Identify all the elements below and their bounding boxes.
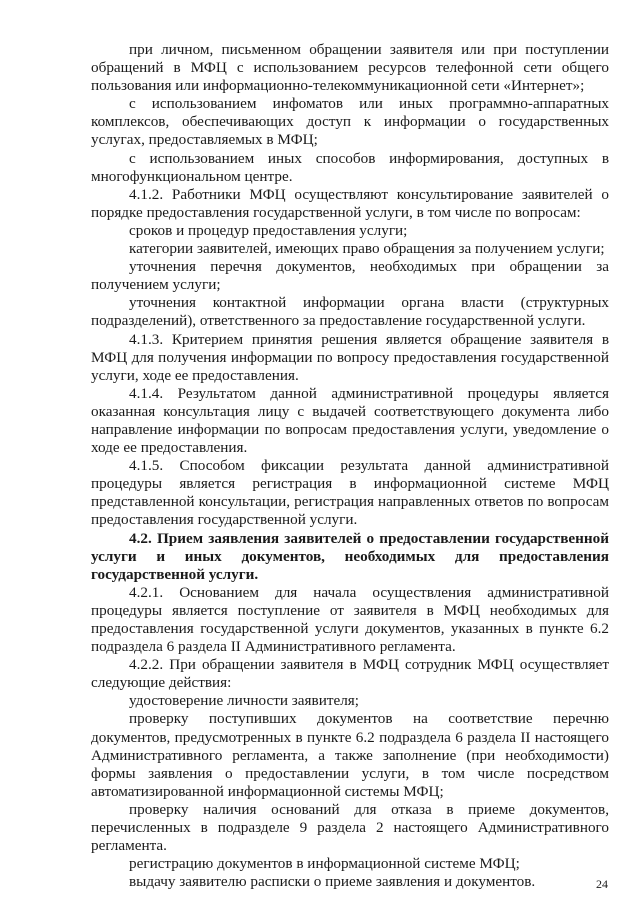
paragraph-4-1-3: 4.1.3. Критерием принятия решения является обращение заявителя в МФЦ для получения информации по вопросу предоставления государственной услуги, ходе ее предоставления. (91, 330, 609, 384)
paragraph-receipt: выдачу заявителю расписки о приеме заявления и документов. (129, 873, 536, 891)
paragraph-request-channels: при личном, письменном обращении заявителя или при поступлении обращений в МФЦ с использованием ресурсов телефонной сети общего пользования или информационно-телекоммуникационной сети «Интернет»; (91, 41, 609, 95)
section-heading-4-2: 4.2. Прием заявления заявителей о предоставлении государственной услуги и иных документов, необходимых для предоставления государственной услуги. (91, 529, 609, 583)
paragraph-contact-info: уточнения контактной информации органа власти (структурных подразделений), ответственного за предоставление государственной услуги. (91, 294, 609, 330)
paragraph-4-2-1: 4.2.1. Основанием для начала осуществления административной процедуры является поступление от заявителя в МФЦ необходимых для предоставления государственной услуги документов, указанных в пункте 6.2 подраздела 6 раздела II Административного регламента. (91, 583, 609, 656)
paragraph-4-2-2: 4.2.2. При обращении заявителя в МФЦ сотрудник МФЦ осуществляет следующие действия: (91, 656, 609, 692)
paragraph-4-1-2: 4.1.2. Работники МФЦ осуществляют консультирование заявителей о порядке предоставления государственной услуги, в том числе по вопросам: (91, 185, 609, 221)
paragraph-document-check: проверку поступивших документов на соответствие перечню документов, предусмотренных в пункте 6.2 подраздела 6 раздела II настоящего Административного регламента, а также заполнение (при необходимости) формы заявления о предоставлении услуги, в том числе посредством автоматизированной информационной системы МФЦ; (91, 710, 609, 800)
paragraph-other-methods: с использованием иных способов информирования, доступных в многофункциональном центре. (91, 149, 609, 185)
paragraph-infomats: с использованием инфоматов или иных программно-аппаратных комплексов, обеспечивающих доступ к информации о государственных услугах, предоставляемых в МФЦ; (91, 95, 609, 149)
paragraph-document-list: уточнения перечня документов, необходимых при обращении за получением услуги; (91, 258, 609, 294)
paragraph-4-1-5: 4.1.5. Способом фиксации результата данной административной процедуры является регистрация в информационной системе МФЦ представленной консультации, регистрация направленных ответов по вопросам предоставления государственной услуги. (91, 457, 609, 529)
paragraph-refusal-grounds: проверку наличия оснований для отказа в приеме документов, перечисленных в подразделе 9 раздела 2 настоящего Административного регламента. (91, 800, 609, 855)
page-number: 24 (596, 877, 608, 891)
paragraph-categories: категории заявителей, имеющих право обращения за получением услуги; (129, 240, 605, 258)
paragraph-terms: сроков и процедур предоставления услуги; (129, 221, 408, 239)
paragraph-registration: регистрацию документов в информационной системе МФЦ; (129, 855, 520, 873)
paragraph-4-1-4: 4.1.4. Результатом данной административной процедуры является оказанная консультация лицу с выдачей соответствующего документа либо направление информации по вопросам предоставления услуги, уведомление о ходе ее предоставления. (91, 384, 609, 457)
paragraph-identity-check: удостоверение личности заявителя; (129, 692, 359, 710)
body-text (91, 41, 609, 891)
